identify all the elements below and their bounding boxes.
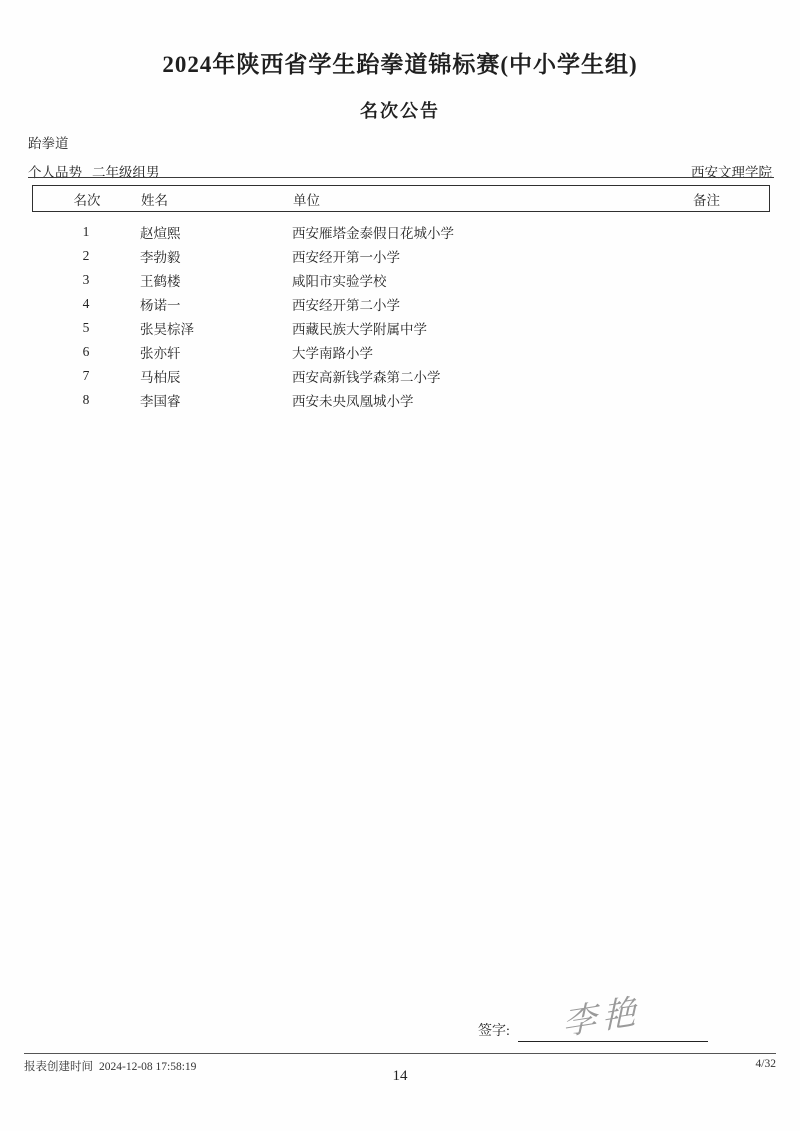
rank-cell: 3: [82, 272, 90, 287]
table-row: [32, 340, 770, 364]
meta-section: [28, 132, 772, 181]
unit-cell: 西安经开第二小学: [292, 298, 400, 313]
sheet-indicator: 4/32: [755, 1058, 776, 1070]
name-cell: 李国睿: [140, 394, 181, 409]
event-row: [28, 161, 772, 181]
header-unit: 单位: [293, 192, 320, 208]
name-cell: 张亦轩: [140, 346, 181, 361]
rank-cell: 5: [82, 320, 90, 335]
footer-rule: [24, 1053, 776, 1054]
page-number: 14: [392, 1068, 408, 1084]
table-row: [32, 220, 770, 244]
table-row: [32, 364, 770, 388]
organization-label: 西安文理学院: [691, 165, 772, 180]
table-header-row: [32, 185, 770, 212]
results-table-body: [32, 220, 770, 412]
sport-label: 跆拳道: [28, 136, 69, 151]
name-cell: 赵煊熙: [140, 226, 181, 241]
rank-cell: 6: [82, 344, 90, 359]
rank-cell: 8: [82, 392, 90, 407]
unit-cell: 西藏民族大学附属中学: [292, 322, 427, 337]
unit-cell: 西安雁塔金泰假日花城小学: [292, 226, 454, 241]
event-label: 个人品势: [28, 165, 82, 180]
header-rank: 名次: [73, 192, 101, 208]
handwritten-signature: 李艳: [562, 993, 642, 1043]
table-row: [32, 292, 770, 316]
unit-cell: 西安经开第一小学: [292, 250, 400, 265]
name-cell: 杨诺一: [140, 298, 181, 313]
name-cell: 李勃毅: [140, 250, 181, 265]
unit-cell: 西安未央凤凰城小学: [292, 394, 414, 409]
signature-label: 签字:: [478, 1024, 510, 1039]
table-row: [32, 316, 770, 340]
header-name: 姓名: [141, 192, 168, 208]
signature-line: [518, 993, 708, 1043]
group-label: 二年级组男: [92, 165, 160, 180]
horizontal-rule-top: [28, 177, 774, 178]
document-subtitle: 名次公告: [360, 101, 440, 121]
name-cell: 马柏辰: [140, 370, 181, 385]
unit-cell: 大学南路小学: [292, 346, 373, 361]
unit-cell: 咸阳市实验学校: [292, 274, 387, 289]
table-row: [32, 268, 770, 292]
name-cell: 张昊棕泽: [140, 322, 194, 337]
document-title: 2024年陕西省学生跆拳道锦标赛(中小学生组): [162, 52, 638, 77]
table-row: [32, 244, 770, 268]
name-cell: 王鹤楼: [140, 274, 181, 289]
rank-cell: 4: [82, 296, 90, 311]
event-group: [28, 161, 160, 181]
unit-cell: 西安高新钱学森第二小学: [292, 370, 441, 385]
rank-cell: 1: [82, 224, 90, 239]
header-note: 备注: [693, 192, 720, 208]
created-timestamp: 2024-12-08 17:58:19: [99, 1061, 197, 1073]
created-label: 报表创建时间: [24, 1061, 93, 1073]
rank-cell: 2: [82, 248, 90, 263]
signature-block: [478, 993, 708, 1043]
rank-cell: 7: [82, 368, 90, 383]
table-row: [32, 388, 770, 412]
